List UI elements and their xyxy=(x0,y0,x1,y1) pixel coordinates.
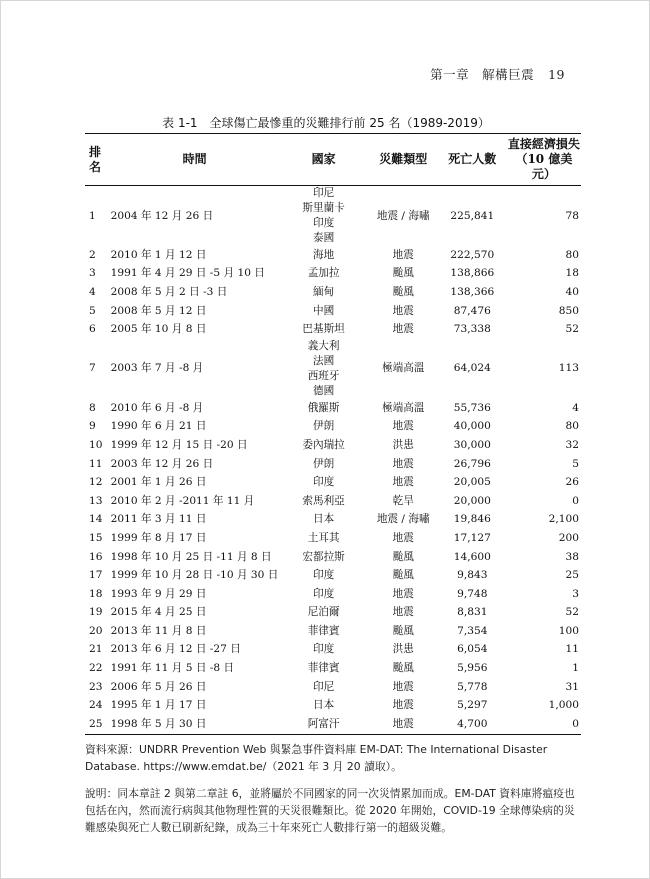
running-head xyxy=(430,65,565,83)
country-name: 泰國 xyxy=(313,232,335,244)
explanation-note: 說明：同本章註 2 與第二章註 6，並將屬於不同國家的同一次災情累加而成。EM-DAT 資料庫將瘟疫也包括在內，然而流行病與其他物理性質的天災很難類比。從 2020 年開始，COVID-19 全球傳染病的災難感染與死亡人數已刷新紀錄，成為三十年來死亡人數排行第一的超級災難。 xyxy=(85,787,575,834)
cell-time: 2011 年 3 月 11 日 xyxy=(110,513,207,526)
table-row xyxy=(85,678,581,697)
cell-rank: 23 xyxy=(89,680,103,693)
cell-country xyxy=(279,399,369,418)
cell-loss: 11 xyxy=(565,643,579,656)
table-row xyxy=(85,492,581,511)
cell-time: 1991 年 4 月 29 日 -5 月 10 日 xyxy=(110,267,265,280)
cell-country xyxy=(279,283,369,302)
cell-country xyxy=(279,641,369,660)
cell-deaths: 55,736 xyxy=(453,401,491,414)
cell-loss: 52 xyxy=(565,323,579,336)
cell-deaths: 20,000 xyxy=(453,494,491,507)
table-body xyxy=(85,186,581,735)
cell-time: 2005 年 10 月 8 日 xyxy=(110,323,207,336)
cell-time: 2008 年 5 月 2 日 -3 日 xyxy=(110,285,228,298)
cell-deaths: 8,831 xyxy=(457,606,488,619)
header-row xyxy=(85,134,581,186)
cell-loss: 80 xyxy=(565,420,579,433)
cell-time: 1998 年 10 月 25 日 -11 月 8 日 xyxy=(110,550,272,563)
country-name: 菲律賓 xyxy=(307,624,340,637)
cell-time: 2008 年 5 月 12 日 xyxy=(110,304,207,317)
country-name: 日本 xyxy=(313,699,335,712)
country-name: 法國 xyxy=(313,354,335,367)
cell-rank: 5 xyxy=(89,304,96,317)
table-row xyxy=(85,715,581,734)
table-row xyxy=(85,529,581,548)
cell-rank: 12 xyxy=(89,476,103,489)
cell-rank: 9 xyxy=(89,420,96,433)
cell-rank: 15 xyxy=(89,531,103,544)
cell-deaths: 222,570 xyxy=(450,248,495,261)
cell-type: 颱風 xyxy=(392,662,414,675)
cell-deaths: 30,000 xyxy=(453,438,491,451)
cell-country xyxy=(279,436,369,455)
cell-type: 地震 xyxy=(392,304,414,317)
country-name: 印度 xyxy=(313,643,335,656)
country-name: 義大利 xyxy=(307,339,340,352)
cell-rank: 21 xyxy=(89,643,103,656)
country-name: 斯里蘭卡 xyxy=(302,202,345,214)
cell-deaths: 7,354 xyxy=(457,624,488,637)
cell-type: 地震 / 海嘯 xyxy=(376,209,430,222)
country-name: 俄羅斯 xyxy=(307,401,340,414)
country-name: 伊朗 xyxy=(313,420,335,433)
country-name: 孟加拉 xyxy=(307,267,340,280)
cell-deaths: 26,796 xyxy=(453,457,491,470)
cell-country xyxy=(279,320,369,339)
table-row xyxy=(85,585,581,604)
table-row xyxy=(85,548,581,567)
table-row xyxy=(85,641,581,660)
country-name: 委內瑞拉 xyxy=(302,438,345,451)
country-name: 日本 xyxy=(313,513,335,526)
cell-time: 2004 年 12 月 26 日 xyxy=(110,209,214,222)
table-row xyxy=(85,302,581,321)
header-rank: 排名 xyxy=(89,144,102,174)
cell-loss: 200 xyxy=(558,531,579,544)
table-row xyxy=(85,339,581,399)
table-row xyxy=(85,455,581,474)
cell-type: 地震 xyxy=(392,680,414,693)
cell-time: 1999 年 12 月 15 日 -20 日 xyxy=(110,438,248,451)
country-name: 巴基斯坦 xyxy=(302,323,345,336)
cell-country xyxy=(279,418,369,437)
cell-time: 2010 年 1 月 12 日 xyxy=(110,248,207,261)
cell-rank: 16 xyxy=(89,550,103,563)
cell-rank: 25 xyxy=(89,717,103,730)
cell-rank: 19 xyxy=(89,606,103,619)
cell-loss: 113 xyxy=(558,362,579,375)
cell-loss: 52 xyxy=(565,606,579,619)
cell-time: 2003 年 7 月 -8 月 xyxy=(110,362,204,375)
cell-country xyxy=(279,339,369,399)
table-row xyxy=(85,399,581,418)
cell-rank: 18 xyxy=(89,587,103,600)
country-name: 德國 xyxy=(313,384,335,397)
cell-loss: 26 xyxy=(565,476,579,489)
country-name: 印度 xyxy=(313,476,335,489)
cell-deaths: 87,476 xyxy=(453,304,491,317)
cell-loss: 0 xyxy=(572,717,579,730)
cell-rank: 11 xyxy=(89,457,103,470)
cell-type: 地震 xyxy=(392,699,414,712)
cell-deaths: 9,748 xyxy=(457,587,488,600)
cell-type: 颱風 xyxy=(392,569,414,582)
cell-deaths: 138,866 xyxy=(450,267,495,280)
table-row xyxy=(85,473,581,492)
cell-time: 2013 年 6 月 12 日 -27 日 xyxy=(110,643,241,656)
country-name: 印度 xyxy=(313,217,335,229)
cell-rank: 7 xyxy=(89,362,96,375)
cell-time: 1999 年 8 月 17 日 xyxy=(110,531,207,544)
cell-time: 2001 年 1 月 26 日 xyxy=(110,476,207,489)
cell-rank: 6 xyxy=(89,323,96,336)
country-name: 土耳其 xyxy=(307,531,340,544)
table-row xyxy=(85,511,581,530)
table-row xyxy=(85,265,581,284)
cell-deaths: 14,600 xyxy=(453,550,491,563)
cell-type: 地震 / 海嘯 xyxy=(376,513,430,526)
cell-loss: 1 xyxy=(572,662,579,675)
header-type: 災難類型 xyxy=(379,152,428,166)
cell-type: 地震 xyxy=(392,606,414,619)
header-loss-line2: （10 億美元） xyxy=(515,152,573,181)
cell-deaths: 17,127 xyxy=(453,531,491,544)
country-name: 緬甸 xyxy=(313,285,335,298)
table-row xyxy=(85,283,581,302)
cell-deaths: 64,024 xyxy=(453,362,491,375)
cell-time: 2013 年 11 月 8 日 xyxy=(110,624,207,637)
country-name: 菲律賓 xyxy=(307,662,340,675)
country-name: 索馬利亞 xyxy=(302,494,345,507)
cell-type: 洪患 xyxy=(392,438,414,451)
cell-type: 極端高溫 xyxy=(382,401,425,414)
cell-loss: 850 xyxy=(558,304,579,317)
cell-type: 地震 xyxy=(392,476,414,489)
cell-rank: 3 xyxy=(89,267,96,280)
cell-rank: 8 xyxy=(89,401,96,414)
cell-type: 乾旱 xyxy=(392,494,414,507)
cell-deaths: 9,843 xyxy=(457,569,488,582)
cell-loss: 3 xyxy=(572,587,579,600)
disaster-table-wrapper xyxy=(85,133,581,735)
table-row xyxy=(85,604,581,623)
header-loss-line1: 直接經濟損失 xyxy=(507,137,580,151)
cell-rank: 1 xyxy=(89,209,96,222)
cell-deaths: 225,841 xyxy=(450,209,495,222)
cell-rank: 4 xyxy=(89,285,96,298)
cell-rank: 22 xyxy=(89,662,103,675)
cell-time: 1995 年 1 月 17 日 xyxy=(110,699,207,712)
cell-rank: 20 xyxy=(89,624,103,637)
cell-time: 1999 年 10 月 28 日 -10 月 30 日 xyxy=(110,569,279,582)
cell-time: 2010 年 6 月 -8 月 xyxy=(110,401,204,414)
cell-country xyxy=(279,186,369,247)
cell-loss: 25 xyxy=(565,569,579,582)
cell-loss: 78 xyxy=(565,209,579,222)
table-row xyxy=(85,659,581,678)
cell-type: 颱風 xyxy=(392,285,414,298)
cell-type: 颱風 xyxy=(392,624,414,637)
cell-country xyxy=(279,265,369,284)
cell-rank: 14 xyxy=(89,513,103,526)
cell-rank: 13 xyxy=(89,494,103,507)
cell-country xyxy=(279,696,369,715)
cell-rank: 17 xyxy=(89,569,103,582)
table-row xyxy=(85,436,581,455)
header-deaths: 死亡人數 xyxy=(448,152,497,166)
header-time: 時間 xyxy=(182,152,207,166)
cell-country xyxy=(279,678,369,697)
cell-time: 1998 年 5 月 30 日 xyxy=(110,717,207,730)
cell-country xyxy=(279,302,369,321)
cell-country xyxy=(279,473,369,492)
table-row xyxy=(85,696,581,715)
chapter-title: 第一章 解構巨震 xyxy=(430,67,535,82)
cell-loss: 18 xyxy=(565,267,579,280)
cell-loss: 0 xyxy=(572,494,579,507)
country-name: 阿富汗 xyxy=(307,717,340,730)
cell-deaths: 5,778 xyxy=(457,680,488,693)
cell-loss: 38 xyxy=(565,550,579,563)
country-name: 西班牙 xyxy=(307,369,340,382)
cell-deaths: 40,000 xyxy=(453,420,491,433)
cell-deaths: 19,846 xyxy=(453,513,491,526)
cell-country xyxy=(279,604,369,623)
source-note: 資料來源：UNDRR Prevention Web 與緊急事件資料庫 EM-DAT: The International Disaster Database. https://www.emdat.be/（2021 年 3 月 20 讀取）。 xyxy=(85,743,548,773)
cell-type: 地震 xyxy=(392,587,414,600)
cell-loss: 1,000 xyxy=(548,699,579,712)
country-name: 宏都拉斯 xyxy=(302,550,345,563)
country-name: 印度 xyxy=(313,587,335,600)
cell-country xyxy=(279,715,369,734)
country-name: 尼泊爾 xyxy=(307,606,340,619)
cell-rank: 2 xyxy=(89,248,96,261)
cell-loss: 80 xyxy=(565,248,579,261)
cell-deaths: 138,366 xyxy=(450,285,495,298)
cell-loss: 4 xyxy=(572,401,579,414)
table-row xyxy=(85,320,581,339)
cell-time: 2010 年 2 月 -2011 年 11 月 xyxy=(110,494,255,507)
header-country: 國家 xyxy=(311,152,336,166)
cell-type: 地震 xyxy=(392,248,414,261)
cell-loss: 31 xyxy=(565,680,579,693)
cell-country xyxy=(279,455,369,474)
country-name: 印度 xyxy=(313,569,335,582)
cell-country xyxy=(279,529,369,548)
cell-type: 洪患 xyxy=(392,643,414,656)
table-header xyxy=(85,134,581,186)
cell-type: 地震 xyxy=(392,457,414,470)
cell-time: 2006 年 5 月 26 日 xyxy=(110,680,207,693)
cell-loss: 100 xyxy=(558,624,579,637)
cell-country xyxy=(279,492,369,511)
cell-time: 1993 年 9 月 29 日 xyxy=(110,587,207,600)
cell-deaths: 5,297 xyxy=(457,699,488,712)
table-row xyxy=(85,418,581,437)
cell-country xyxy=(279,548,369,567)
cell-loss: 40 xyxy=(565,285,579,298)
disaster-ranking-table xyxy=(85,133,581,735)
cell-country xyxy=(279,246,369,265)
cell-loss: 32 xyxy=(565,438,579,451)
cell-country xyxy=(279,566,369,585)
cell-country xyxy=(279,622,369,641)
cell-type: 颱風 xyxy=(392,267,414,280)
page-number: 19 xyxy=(548,67,565,82)
cell-country xyxy=(279,585,369,604)
cell-deaths: 6,054 xyxy=(457,643,488,656)
table-row xyxy=(85,566,581,585)
cell-rank: 24 xyxy=(89,699,103,712)
country-name: 印尼 xyxy=(313,187,335,199)
cell-time: 2003 年 12 月 26 日 xyxy=(110,457,214,470)
table-caption: 表 1-1 全球傷亡最慘重的災難排行前 25 名（1989-2019） xyxy=(162,116,490,130)
header-loss xyxy=(507,134,581,186)
cell-loss: 5 xyxy=(572,457,579,470)
country-name: 伊朗 xyxy=(313,457,335,470)
cell-rank: 10 xyxy=(89,438,103,451)
cell-country xyxy=(279,659,369,678)
cell-deaths: 5,956 xyxy=(457,662,488,675)
table-row xyxy=(85,622,581,641)
cell-loss: 2,100 xyxy=(548,513,579,526)
cell-time: 1990 年 6 月 21 日 xyxy=(110,420,207,433)
cell-type: 颱風 xyxy=(392,550,414,563)
cell-deaths: 20,005 xyxy=(453,476,491,489)
cell-type: 地震 xyxy=(392,717,414,730)
cell-time: 1991 年 11 月 5 日 -8 日 xyxy=(110,662,235,675)
cell-deaths: 73,338 xyxy=(453,323,491,336)
table-row xyxy=(85,186,581,247)
cell-type: 地震 xyxy=(392,531,414,544)
country-name: 印尼 xyxy=(313,680,335,693)
cell-type: 地震 xyxy=(392,323,414,336)
cell-type: 地震 xyxy=(392,420,414,433)
cell-type: 極端高溫 xyxy=(382,362,425,375)
cell-country xyxy=(279,511,369,530)
cell-deaths: 4,700 xyxy=(457,717,488,730)
table-row xyxy=(85,246,581,265)
country-name: 海地 xyxy=(313,248,335,261)
cell-time: 2015 年 4 月 25 日 xyxy=(110,606,207,619)
country-name: 中國 xyxy=(313,304,335,317)
